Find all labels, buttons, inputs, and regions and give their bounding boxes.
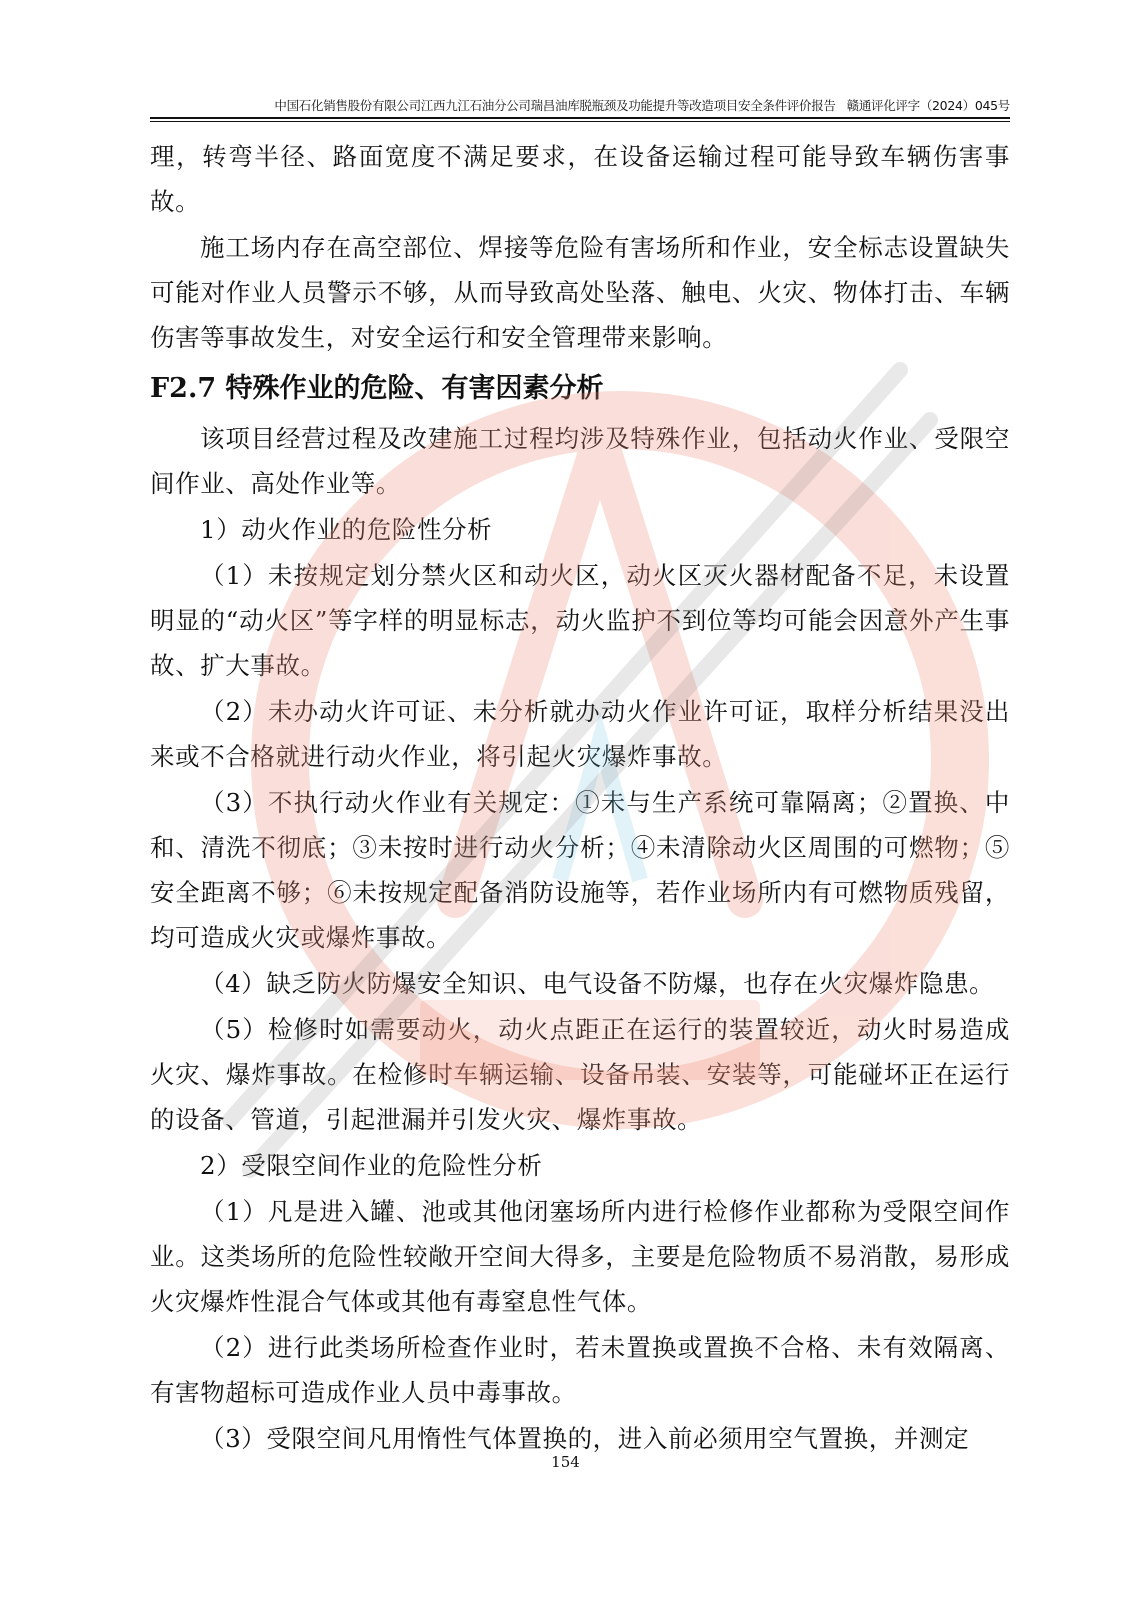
list-item: （2）进行此类场所检查作业时，若未置换或置换不合格、未有效隔离、有害物超标可造成作业人员中毒事故。 [150, 1333, 1010, 1407]
list-item: （3）受限空间凡用惰性气体置换的，进入前必须用空气置换，并测定 [200, 1424, 970, 1453]
list-item: （4）缺乏防火防爆安全知识、电气设备不防爆，也存在火灾爆炸隐患。 [200, 969, 995, 998]
list-item: （1）未按规定划分禁火区和动火区，动火区灭火器材配备不足，未设置明显的“动火区”等字样的明显标志，动火监护不到位等均可能会因意外产生事故、扩大事故。 [150, 561, 1010, 680]
page-header [150, 96, 1010, 116]
body-text [150, 134, 1010, 1461]
list-item: （3）不执行动火作业有关规定：①未与生产系统可靠隔离；②置换、中和、清洗不彻底；③未按时进行动火分析；④未清除动火区周围的可燃物；⑤安全距离不够；⑥未按规定配备消防设施等，若作业场所内有可燃物质残留，均可造成火灾或爆炸事故。 [150, 788, 1010, 952]
header-rule-thin [150, 121, 1010, 122]
section-heading: F2.7 特殊作业的危险、有害因素分析 [150, 373, 604, 404]
list-item: （5）检修时如需要动火，动火点距正在运行的装置较近，动火时易造成火灾、爆炸事故。在检修时车辆运输、设备吊装、安装等，可能碰坏正在运行的设备、管道，引起泄漏并引发火灾、爆炸事故。 [150, 1015, 1010, 1134]
subsection-title-2: 2）受限空间作业的危险性分析 [200, 1151, 543, 1180]
header-doc-code: 赣通评化评字（2024）045号 [846, 98, 1010, 113]
paragraph: 理，转弯半径、路面宽度不满足要求，在设备运输过程可能导致车辆伤害事故。 [150, 142, 1010, 216]
page-number: 154 [551, 1453, 580, 1471]
header-rule-thick [150, 117, 1010, 119]
list-item: （1）凡是进入罐、池或其他闭塞场所内进行检修作业都称为受限空间作业。这类场所的危险性较敞开空间大得多，主要是危险物质不易消散，易形成火灾爆炸性混合气体或其他有毒窒息性气体。 [150, 1197, 1010, 1316]
section-intro: 该项目经营过程及改建施工过程均涉及特殊作业，包括动火作业、受限空间作业、高处作业等。 [150, 424, 1010, 498]
header-title: 中国石化销售股份有限公司江西九江石油分公司瑞昌油库脱瓶颈及功能提升等改造项目安全条件评价报告 [274, 98, 836, 113]
list-item: （2）未办动火许可证、未分析就办动火作业许可证，取样分析结果没出来或不合格就进行动火作业，将引起火灾爆炸事故。 [150, 697, 1010, 771]
paragraph: 施工场内存在高空部位、焊接等危险有害场所和作业，安全标志设置缺失可能对作业人员警示不够，从而导致高处坠落、触电、火灾、物体打击、车辆伤害等事故发生，对安全运行和安全管理带来影响。 [150, 233, 1010, 352]
subsection-title-1: 1）动火作业的危险性分析 [200, 515, 493, 544]
